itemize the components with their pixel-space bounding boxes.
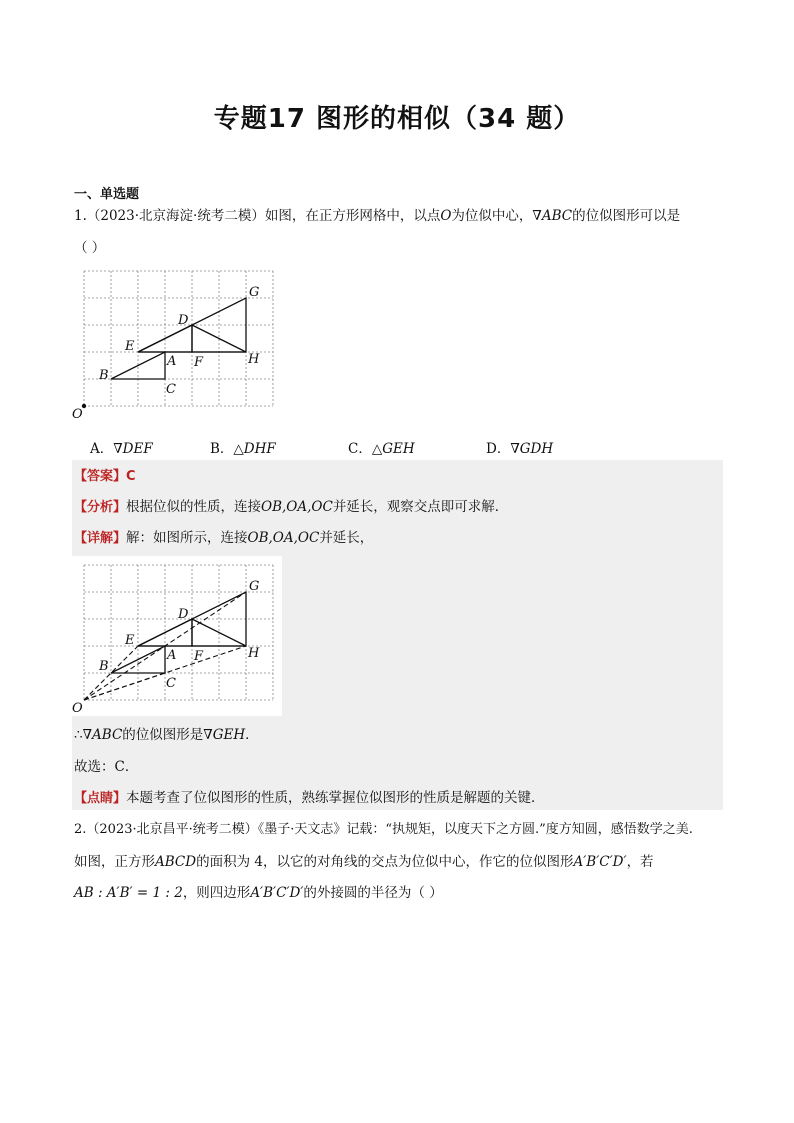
analysis-row [74,497,508,518]
sol-label-a: A [167,648,177,663]
page-title: 专题17 图形的相似（34 题） [213,104,581,134]
conclusion-tri1: ∇ABC [82,727,123,743]
label-d: D [178,313,189,328]
sol-label-c: C [166,676,176,691]
label-a: A [167,354,177,369]
label-o: O [72,407,83,422]
sol-label-g: G [249,579,260,594]
sol-label-h: H [248,646,260,661]
sol-label-f: F [194,649,204,664]
conclusion-pre: ∴ [74,727,83,743]
detail-tag: 【详解】 [74,531,127,546]
option-d[interactable] [486,437,553,457]
q2-ratio: AB : A′B′ = 1 : 2 [74,885,183,901]
q2-line3-post: 的外接圆的半径为（ ） [303,885,443,901]
q2-line1: 2.（2023·北京昌平·统考二模）《墨子·天文志》记载：“执规矩，以度天下之方圆.”度方知圆，感悟数学之美. [74,822,693,837]
q1-stem [74,206,680,226]
analysis-tag: 【分析】 [74,500,127,515]
q2-line2-mid: 的面积为 4，以它的对角线的交点为位似中心，作它的位似图形 [196,854,574,870]
choose-row: 故选：C． [74,759,139,775]
conclusion-row [74,725,259,745]
answer-row [74,466,136,487]
label-b: B [99,368,109,383]
sol-label-d: D [178,607,189,622]
q1-stem-o: O [440,208,452,224]
q1-stem-prefix: 1.（2023·北京海淀·统考二模）如图，在正方形网格中，以点 [74,208,441,224]
option-c-text: △GEH [371,441,415,457]
q1-figure [72,262,282,422]
option-c[interactable] [348,437,415,457]
option-d-text: ∇GDH [510,441,554,457]
conclusion-mid: 的位似图形是 [122,727,204,743]
solution-figure [72,556,282,716]
analysis-pre: 根据位似的性质，连接 [126,499,262,515]
label-f: F [194,355,204,370]
q1-stem-triangle: ∇ABC [532,208,573,224]
label-e: E [125,339,135,354]
q1-stem-mid: 为位似中心， [451,208,533,224]
label-g: G [249,285,260,300]
comment-text: 本题考查了位似图形的性质，熟练掌握位似图形的性质是解题的关键． [126,790,545,806]
option-a-letter: A． [90,441,114,457]
conclusion-tri2: ∇GEH [203,727,246,743]
option-c-letter: C． [348,441,372,457]
analysis-post: 并延长，观察交点即可求解． [332,499,509,515]
option-b-text: △DHF [233,441,276,457]
comment-row [74,788,545,809]
q2-line3 [74,883,443,903]
label-c: C [166,382,176,397]
option-b[interactable] [210,437,276,457]
sol-label-b: B [99,659,109,674]
q1-stem-suffix: 的位似图形可以是 [572,208,681,224]
sol-label-e: E [125,633,135,648]
q1-options [90,437,710,457]
q2-square-image-2: A′B′C′D′ [250,885,304,901]
option-a-text: ∇DEF [113,441,153,457]
answer-value: C [126,469,136,484]
conclusion-post: ． [245,727,259,743]
detail-post: 并延长， [319,530,374,546]
comment-tag: 【点睛】 [74,791,127,806]
section-heading: 一、单选题 [74,187,140,202]
q2-square: ABCD [155,854,197,870]
q2-square-image: A′B′C′D′ [573,854,627,870]
option-a[interactable] [90,437,153,457]
q2-line2-post: ，若 [626,854,654,870]
option-d-letter: D． [486,441,511,457]
analysis-math: OB,OA,OC [261,499,333,515]
label-h: H [248,352,260,367]
q2-line3-mid: ，则四边形 [182,885,251,901]
detail-pre: 解：如图所示，连接 [126,530,248,546]
detail-math: OB,OA,OC [247,530,320,546]
answer-tag: 【答案】 [74,469,127,484]
detail-row [74,528,373,549]
q2-line2-pre: 如图，正方形 [74,854,155,870]
option-b-letter: B． [210,441,234,457]
q2-line2 [74,852,654,872]
q1-paren: （ ） [74,240,106,256]
sol-label-o: O [72,701,83,716]
